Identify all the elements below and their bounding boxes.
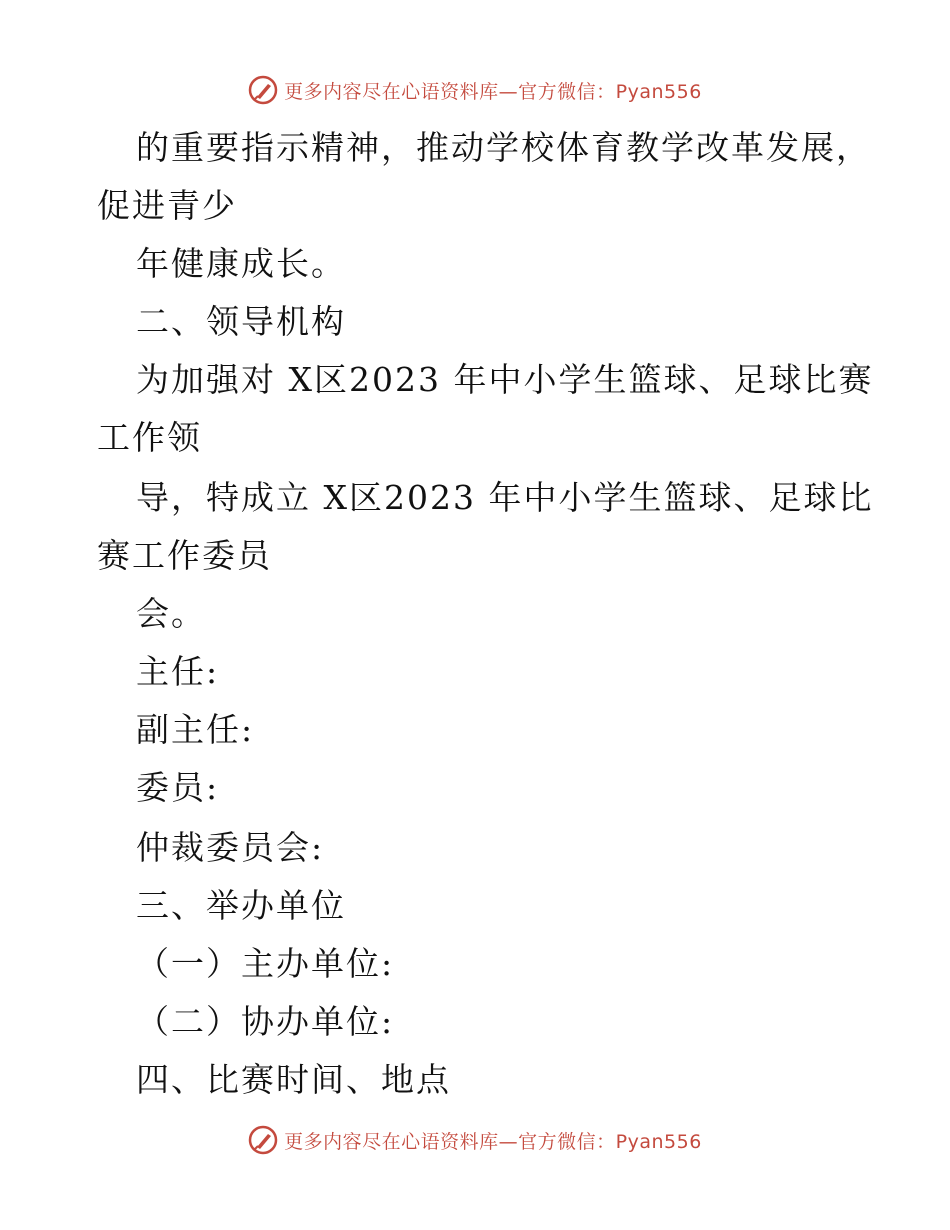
field-label: 副主任: bbox=[136, 710, 255, 749]
banner-text: 更多内容尽在心语资料库—官方微信：Pyan556 bbox=[284, 80, 702, 103]
section-heading: 三、举办单位 bbox=[136, 886, 346, 925]
field-label: 委员: bbox=[136, 768, 220, 807]
body-line: 的重要指示精神，推动学校体育教学改革发展， bbox=[136, 128, 871, 167]
field-label: （一）主办单位: bbox=[136, 944, 395, 983]
body-line: 促进青少 bbox=[97, 186, 237, 225]
footer-banner bbox=[0, 1120, 950, 1160]
quill-pen-logo-icon bbox=[248, 1125, 278, 1155]
banner-text: 更多内容尽在心语资料库—官方微信：Pyan556 bbox=[284, 1130, 702, 1153]
body-line: 年健康成长。 bbox=[136, 244, 346, 283]
field-label: （二）协办单位: bbox=[136, 1002, 395, 1041]
body-line: 工作领 bbox=[97, 418, 202, 457]
body-line: 为加强对 X区2023 年中小学生篮球、足球比赛 bbox=[136, 360, 874, 399]
section-heading: 二、领导机构 bbox=[136, 302, 346, 341]
field-label: 主任: bbox=[136, 652, 220, 691]
field-label: 仲裁委员会: bbox=[136, 828, 325, 867]
body-line: 导，特成立 X区2023 年中小学生篮球、足球比 bbox=[136, 478, 874, 517]
body-line: 会。 bbox=[136, 594, 206, 633]
body-line: 赛工作委员 bbox=[97, 536, 272, 575]
section-heading: 四、比赛时间、地点 bbox=[136, 1060, 451, 1099]
